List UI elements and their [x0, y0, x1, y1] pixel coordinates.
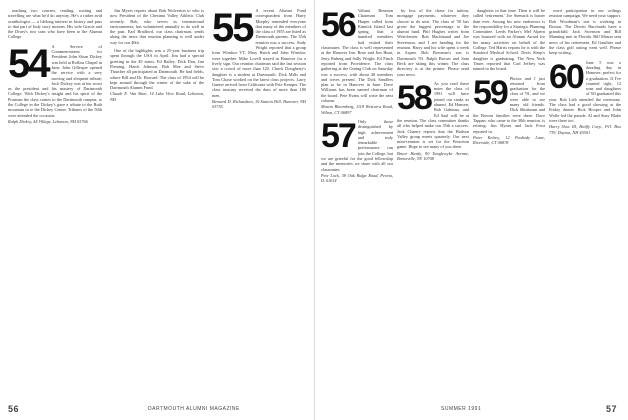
class-note-text: by loss of the chase for tuition, mortgage payments, whatever they choose to do next. The class of '58 has given the biggest percentage to the alumni fund. Phil Hughes writes from Westchester. Bob Machinaud and Joe Stevenson, and I are heading for the reunion. Harry and his wife spent a week in Aspen. Bob Bowman's son is Dartmouth '93. Ralph Brown and Sam Beck are skiing this winter. The class directory is at the printer. Please send your news.: [397, 8, 469, 77]
class-note-text: word participation in our ceilings reunion campaign. We need your support. Bob Woodman's son is working in Boston. The Dewitt Burchards have a grandchild. Jack Swenson and Bill Manning met in Florida. Bill Mason sent news of his retirement. Ed Gauthier and the class golf outing went well. Please keep writing.: [549, 8, 621, 56]
class-secretary-signature: Martin Bloomberg, 1118 Westview Road, Wilton, CT 06897: [321, 104, 393, 115]
column-1: [8, 8, 102, 392]
class-note-60: [549, 60, 621, 124]
class-note-56: [321, 8, 393, 103]
class-secretary-signature: Pete Lock, 38 Oak Ridge Road, Peoria, IL 61614: [321, 172, 393, 184]
class-note-55: [212, 8, 306, 98]
class-note-text: Only those distinguished by high achievement and truly remarkable performance can join the College, but we are grateful for the good fellowship and the memories we share with all our classmates.: [321, 118, 393, 172]
class-secretary-signature: Claude E. Van Shae, 14 Lake View Road, Lebanon, NH: [110, 91, 204, 102]
class-secretary-signature: Bruce Hardy, 90 Tanglewyke Avenue, Bronxville, NY 10708: [397, 150, 469, 162]
column-4: [549, 8, 621, 392]
column-intro: Jim Myers reports about Bob Wolverton to who is now President of the Chestnut Valley Athletic Club recently. Bob, who serves in international environments, has volunteered annually to do well in the past. Earl Bradford, our class chairman, sends along the news that reunion planning is well under way for our 40th.: [110, 8, 204, 45]
page-number: 57: [605, 404, 617, 414]
page-number: 56: [8, 404, 20, 414]
class-note-58: [397, 81, 469, 150]
issue-date: SUMMER 1991: [441, 406, 482, 412]
column-3: [473, 8, 545, 392]
class-note-text: A Service of Commencement for President John Sloan Dickey was held at Rollins Chapel in June. John Gillespie opened the service with a very moving and eloquent tribute; Jack Dickey was at his worst as the president and his mastery of Dartmouth College. With Dickey's insight and his spirit of the Pronoun the class comes to the Dartmouth campus, to the College in the Dickey's gave a tribute to the Ruth mountain in to the Dickey Center. Tributes of the 50th were attended the occasion.: [8, 43, 102, 118]
class-year-number: 57: [321, 118, 355, 155]
right-footer: [321, 404, 621, 414]
class-note-text: One of the highlights was a 25-year business trip spent through the USA in April. Jim had a special greeting in the 49 states. Ed Bailey, Dick Dan, Jim Fleming, Hatch Johnson, Bob Moe and Steve Thatcher all participated in Dartmouth. He had fields, where Bill and Dr. Howard. The class of 1954 will be kept around through the winter of the sake of the Dartmouth Alumni Fund.: [110, 48, 204, 91]
column-2: [397, 8, 469, 392]
left-footer: [8, 404, 308, 414]
column-1: [321, 8, 393, 392]
class-year-number: 58: [397, 80, 431, 117]
class-year-number: 54: [8, 43, 49, 86]
class-secretary-signature: Ralph Dickey, 44 Village, Lebanon, NH 03766: [8, 118, 88, 124]
class-year-number: 55: [212, 8, 253, 50]
class-year-number: 59: [473, 75, 507, 112]
class-note-text: June 5 was a dazzling day in Hanover, perfect for a graduation. If I've counted right, 12 sons and daughters of '60 graduated this year. Bob Lieb attended the ceremony. The class had a good showing at the Friday dinner. Rick Hooper and John Wolfe led the parade. Al and Suzy Blake were there too.: [549, 59, 621, 123]
class-note-54: [8, 44, 102, 118]
column-2: [110, 8, 204, 392]
magazine-title: DARTMOUTH ALUMNI MAGAZINE: [148, 406, 240, 412]
class-note-59: [473, 76, 545, 134]
class-note-text: Valiant Reunion Chairman Tom Harper called from Kinnick Island last spring, that a hundred members had visited their classmates. The class is well represented at the Hanover Inn. Rose and Jim Hunt, Jerry Ruberg and Sally Wright. Ed Finch reported from Providence. The class gathering at the Outing Club on Saturday was a success, with about 40 members and wives present. The Dick Sandlers plan to be in Hanover in June. Dave Williams has been named chairman of the board. Pete Evans will write the next column.: [321, 8, 393, 104]
class-note-text: Photos and I just returned from graduation for the class of '91, and we were able to see many old friends. Dick Shinbaum and the Bowen families were there. Dave Tappan, who came to the 30th reunion, is retiring. Jim Hynes and Jack Frost reported in.: [473, 75, 545, 134]
right-page: [314, 0, 628, 420]
class-secretary-signature: Harry Slow III, Haifly Corp., P.O. Box 739, Dayton, NH 45501: [549, 124, 621, 135]
class-year-number: 56: [321, 8, 355, 44]
class-secretary-signature: Bernard D. Richardson, 10 Station Hill, Hanover, NH 03755: [212, 99, 306, 110]
class-year-number: 60: [549, 59, 583, 96]
class-secretary-signature: Peter Kelsey, 12 Peabody Lane, Riverside, CT 06878: [473, 134, 545, 146]
class-note-57: [321, 119, 393, 172]
class-note-text: As you read these notes the class of 1991 will have joined our ranks as alumni. Ed Hansen, Bob Gahinan, and Ed Saul will be at the reunion. The class committee thanks all who helped make our 35th a success. Jack Chaney reports that the Hudson Valley group meets quarterly. Our next mini-reunion is set for the Princeton game. Hope to see many of you there.: [397, 80, 469, 150]
column-3: [212, 8, 306, 392]
class-note-text: A recent Alumni Fund correspondent from Harry Murphy reminded everyone that many of the members of the class of 1955 are listed as Dartmouth parents. The 35th reunion was a success. Andy Wright reported that a group from Windsor VT, Mary Hatch and John Winslow were together. Mike Lovell stayed in Hanover for a lively sign. Our reunion chairman said the last session saw a crowd of more than 125. Chuck Dougherty's daughter is a student at Dartmouth. Dick Mills and Tom Chase worked on the latest class projects. Larry Gunter arrived from California with Pete Kemper. The class treasury received the dues of more than 180 men.: [212, 8, 306, 98]
class-note-text: daughters in that time. Then it will be called 'retirement.' Joe Stemack is busier than ever. Among his new endeavors is the responsibility for a Strategic Planning Committee. Leeds Parker's Mel Alpern was honored with an Alumni Award for his many activities on behalf of the College. Ted Harris reports he is with the Stanford Medical School. Doris Sleep's daughter is graduating. The New York Times reported that Carl Jeffrey was named to the board.: [473, 8, 545, 72]
column-intro: teaching two courses, reading, writing and travelling are what he'd do anyway. He's a rather avid ornithologist — a lifelong interest in history and pass to that part of Indy story mourns. His wife Gracie and the Drury's two sons who have been to the Alumni College: [8, 8, 102, 40]
